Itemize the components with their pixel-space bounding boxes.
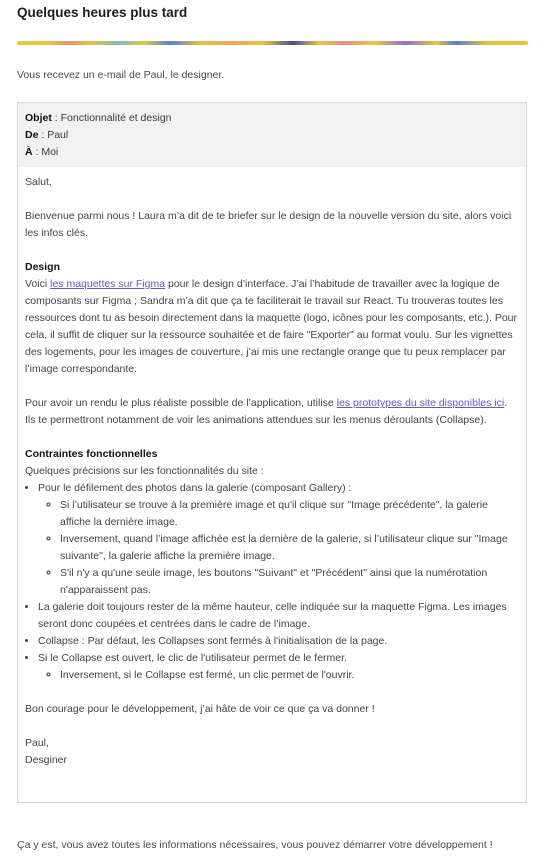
page-heading: Quelques heures plus tard — [17, 5, 188, 20]
design-p2-prefix: Pour avoir un rendu le plus réaliste possible de l’application, utilise — [25, 397, 337, 409]
list-item: ◦ Inversement, si le Collapse est fermé, un clic permet de l'ouvrir. — [60, 667, 519, 684]
gallery-sublist — [38, 497, 519, 599]
design-p1-prefix: Voici — [25, 278, 51, 290]
subject-label: Objet — [25, 112, 52, 124]
bullet-collapse-open: Si le Collapse est ouvert, le clic de l'utilisateur permet de le fermer. — [38, 652, 347, 664]
design-title: Design — [25, 261, 61, 273]
email-subject-line — [25, 110, 519, 127]
bullet-gallery: Pour le défilement des photos dans la galerie (composant Gallery) : — [38, 482, 352, 494]
list-item: • La galerie doit toujours rester de la même hauteur, celle indiquée sur la maquette Figma. Les images seront donc coupées et centrées dans le cadre de l’image. — [38, 599, 519, 633]
email-closing: Bon courage pour le développement, j’ai hâte de voir ce que ça va donner ! — [25, 703, 375, 715]
subject-value: : Fonctionnalité et design — [51, 112, 172, 124]
constraints-title: Contraintes fonctionnelles — [25, 448, 158, 460]
constraints-list — [25, 480, 519, 684]
email-greeting: Salut, — [25, 176, 52, 188]
email-body — [18, 167, 526, 769]
email-card — [17, 102, 527, 803]
email-to-line — [25, 144, 519, 161]
constraints-intro: Quelques précisions sur les fonctionnalités du site : — [25, 465, 264, 477]
prototypes-link[interactable]: les prototypes du site disponibles ici — [336, 397, 505, 409]
design-p2-rest: . Ils te permettront notamment de voir les animations attendues sur les menus déroulants (Collapse). — [25, 397, 508, 426]
from-label: De — [25, 129, 39, 141]
list-item: ◦ Si l’utilisateur se trouve à la première image et qu'il clique sur "Image précédente", la galerie affiche la dernière image. — [60, 497, 519, 531]
signature-role: Desginer — [25, 754, 68, 766]
from-value: : Paul — [38, 129, 69, 141]
design-paragraph-2 — [25, 395, 519, 429]
to-label: À — [25, 146, 33, 158]
to-value: : Moi — [32, 146, 59, 158]
email-from-line — [25, 127, 519, 144]
list-item: • Collapse : Par défaut, les Collapses sont fermés à l'initialisation de la page. — [38, 633, 519, 650]
list-item: ◦ S'il n'y a qu'une seule image, les boutons "Suivant" et "Précédent" ainsi que la numérotation n'apparaissent pas. — [60, 565, 519, 599]
rainbow-divider — [17, 41, 528, 45]
outro-text: Ça y est, vous avez toutes les informations nécessaires, vous pouvez démarrer votre développement ! — [17, 839, 493, 851]
list-item — [38, 650, 519, 684]
figma-mockups-link[interactable]: les maquettes sur Figma — [50, 278, 166, 290]
list-item — [38, 480, 519, 599]
collapse-sublist — [38, 667, 519, 684]
email-welcome: Bienvenue parmi nous ! Laura m’a dit de te briefer sur le design de la nouvelle version du site, alors voici les infos clés. — [25, 210, 512, 239]
list-item: ◦ Inversement, quand l’image affichée est la dernière de la galerie, si l’utilisateur clique sur "Image suivante", la galerie affiche la première image. — [60, 531, 519, 565]
design-p1-rest: pour le design d’interface. J’ai l’habitude de travailler avec la logique de composants sur Figma ; Sandra m’a dit que ça te faciliterait le travail sur React. Tu trouveras toutes les ressources dont tu as besoin directement dans la maquette (logo, icônes pour les composants, etc.). Pour cela, il suffit de cliquer sur la ressource souhaitée et de faire "Exporter" au format voulu. Sur les vignettes des logements, pour les images de couverture, j’ai mis une rectangle orange que tu peux remplacer par l’image correspondante. — [25, 278, 518, 375]
intro-text: Vous recevez un e-mail de Paul, le designer. — [17, 69, 225, 81]
signature-name: Paul, — [25, 737, 49, 749]
email-header — [18, 103, 526, 167]
design-paragraph-1 — [25, 276, 519, 378]
